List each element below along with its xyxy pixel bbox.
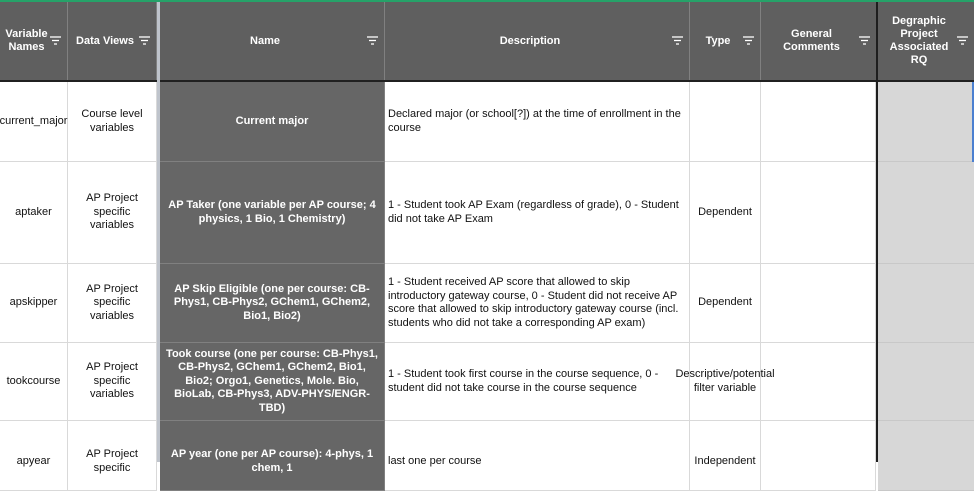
header-type[interactable]: [690, 2, 761, 80]
cell-data-view[interactable]: AP Project specific variables: [68, 343, 157, 421]
header-degraphic-rq[interactable]: [878, 2, 974, 80]
cell-name[interactable]: AP year (one per AP course): 4-phys, 1 chem, 1: [160, 421, 385, 491]
cell-type[interactable]: [690, 82, 761, 162]
cell-rq[interactable]: [878, 162, 974, 264]
table-row: [0, 343, 974, 421]
cell-data-view[interactable]: AP Project specific variables: [68, 162, 157, 264]
header-label: General Comments: [783, 28, 840, 53]
spreadsheet-grid[interactable]: [0, 2, 974, 474]
filter-icon[interactable]: [672, 36, 683, 45]
cell-type[interactable]: Dependent: [690, 264, 761, 343]
cell-rq[interactable]: [878, 82, 974, 162]
cell-description[interactable]: 1 - Student took AP Exam (regardless of grade), 0 - Student did not take AP Exam: [385, 162, 690, 264]
header-label: Data Views: [76, 34, 134, 47]
filter-icon[interactable]: [139, 36, 150, 45]
cell-comments[interactable]: [761, 82, 876, 162]
cell-variable[interactable]: aptaker: [0, 162, 68, 264]
header-variable-names[interactable]: [0, 2, 68, 80]
header-label: Variable Names: [5, 28, 48, 53]
cell-rq[interactable]: [878, 421, 974, 491]
header-label: Description: [499, 34, 561, 47]
cell-rq[interactable]: [878, 264, 974, 343]
cell-variable[interactable]: apskipper: [0, 264, 68, 343]
header-name[interactable]: [160, 2, 385, 80]
header-data-views[interactable]: [68, 2, 157, 80]
filter-icon[interactable]: [50, 36, 61, 45]
cell-type[interactable]: Independent: [690, 421, 761, 491]
frozen-column-divider[interactable]: [157, 2, 160, 462]
table-row: [0, 162, 974, 264]
filter-icon[interactable]: [859, 36, 870, 45]
table-row: [0, 264, 974, 343]
filter-icon[interactable]: [957, 36, 968, 45]
header-description[interactable]: [385, 2, 690, 80]
header-general-comments[interactable]: [761, 2, 877, 80]
cell-variable[interactable]: current_major: [0, 82, 68, 162]
cell-description[interactable]: 1 - Student received AP score that allowed to skip introductory gateway course, 0 - Student did not receive AP score that allowed to skip introductory gateway course (incl. students who did not take a corresponding AP exam): [385, 264, 690, 343]
cell-name[interactable]: Took course (one per course: CB-Phys1, CB-Phys2, GChem1, GChem2, Bio1, Bio2; Orgo1, Genetics, Mole. Bio, BioLab, CB-Phys3, ADV-PHYS/ENGR-TBD): [160, 343, 385, 421]
cell-name[interactable]: AP Skip Eligible (one per course: CB-Phys1, CB-Phys2, GChem1, GChem2, Bio1, Bio2): [160, 264, 385, 343]
cell-description[interactable]: Declared major (or school[?]) at the time of enrollment in the course: [385, 82, 690, 162]
table-row: [0, 421, 974, 491]
cell-comments[interactable]: [761, 162, 876, 264]
table-row: [0, 82, 974, 162]
cell-name[interactable]: Current major: [160, 82, 385, 162]
cell-data-view[interactable]: Course level variables: [68, 82, 157, 162]
cell-description[interactable]: last one per course: [385, 421, 690, 491]
header-label: Degraphic Project Associated RQ: [889, 15, 949, 66]
cell-comments[interactable]: [761, 264, 876, 343]
header-label: Type: [705, 34, 731, 47]
column-divider: [876, 2, 878, 462]
cell-variable[interactable]: tookcourse: [0, 343, 68, 421]
cell-rq[interactable]: [878, 343, 974, 421]
filter-icon[interactable]: [743, 36, 754, 45]
cell-data-view[interactable]: AP Project specific variables: [68, 264, 157, 343]
cell-type[interactable]: Dependent: [690, 162, 761, 264]
cell-name[interactable]: AP Taker (one variable per AP course; 4 physics, 1 Bio, 1 Chemistry): [160, 162, 385, 264]
cell-type[interactable]: Descriptive/potential filter variable: [690, 343, 761, 421]
cell-comments[interactable]: [761, 421, 876, 491]
filter-icon[interactable]: [367, 36, 378, 45]
header-label: Name: [250, 34, 280, 47]
cell-data-view[interactable]: AP Project specific: [68, 421, 157, 491]
cell-variable[interactable]: apyear: [0, 421, 68, 491]
cell-description[interactable]: 1 - Student took first course in the course sequence, 0 - student did not take course in the course sequence: [385, 343, 690, 421]
cell-comments[interactable]: [761, 343, 876, 421]
